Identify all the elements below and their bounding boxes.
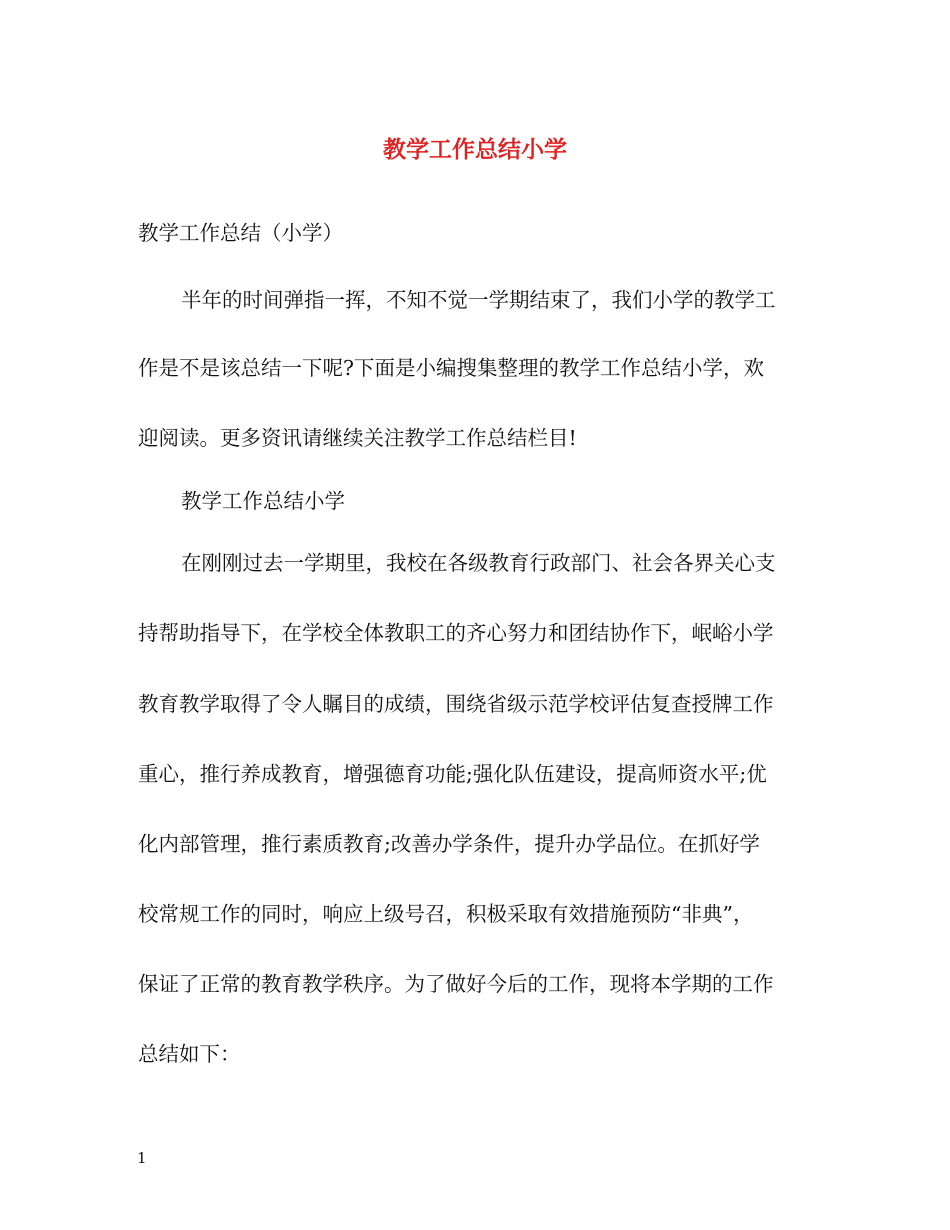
section-heading: 教学工作总结小学 — [181, 489, 345, 513]
intro-line: 半年的时间弹指一挥，不知不觉一学期结束了，我们小学的教学工 — [181, 288, 776, 312]
body-line: 持帮助指导下，在学校全体教职工的齐心努力和团结协作下，岷峪小学 — [138, 621, 774, 645]
body-line: 重心，推行养成教育，增强德育功能;强化队伍建设，提高师资水平;优 — [138, 762, 767, 786]
body-line: 化内部管理，推行素质教育;改善办学条件，提升办学品位。在抓好学 — [138, 832, 760, 856]
page-number: 1 — [137, 1149, 147, 1167]
intro-line: 作是不是该总结一下呢?下面是小编搜集整理的教学工作总结小学，欢 — [138, 356, 764, 380]
body-line: 保证了正常的教育教学秩序。为了做好今后的工作，现将本学期的工作 — [138, 972, 774, 996]
body-line: 在刚刚过去一学期里，我校在各级教育行政部门、社会各界关心支 — [181, 551, 776, 575]
intro-line: 迎阅读。更多资讯请继续关注教学工作总结栏目! — [138, 426, 577, 450]
body-line: 校常规工作的同时，响应上级号召，积极采取有效措施预防“非典”， — [138, 902, 754, 926]
document-title: 教学工作总结小学 — [383, 136, 567, 163]
document-subtitle: 教学工作总结（小学） — [138, 221, 343, 245]
body-line: 总结如下： — [138, 1042, 241, 1066]
body-line: 教育教学取得了令人瞩目的成绩，围绕省级示范学校评估复查授牌工作 — [138, 692, 774, 716]
